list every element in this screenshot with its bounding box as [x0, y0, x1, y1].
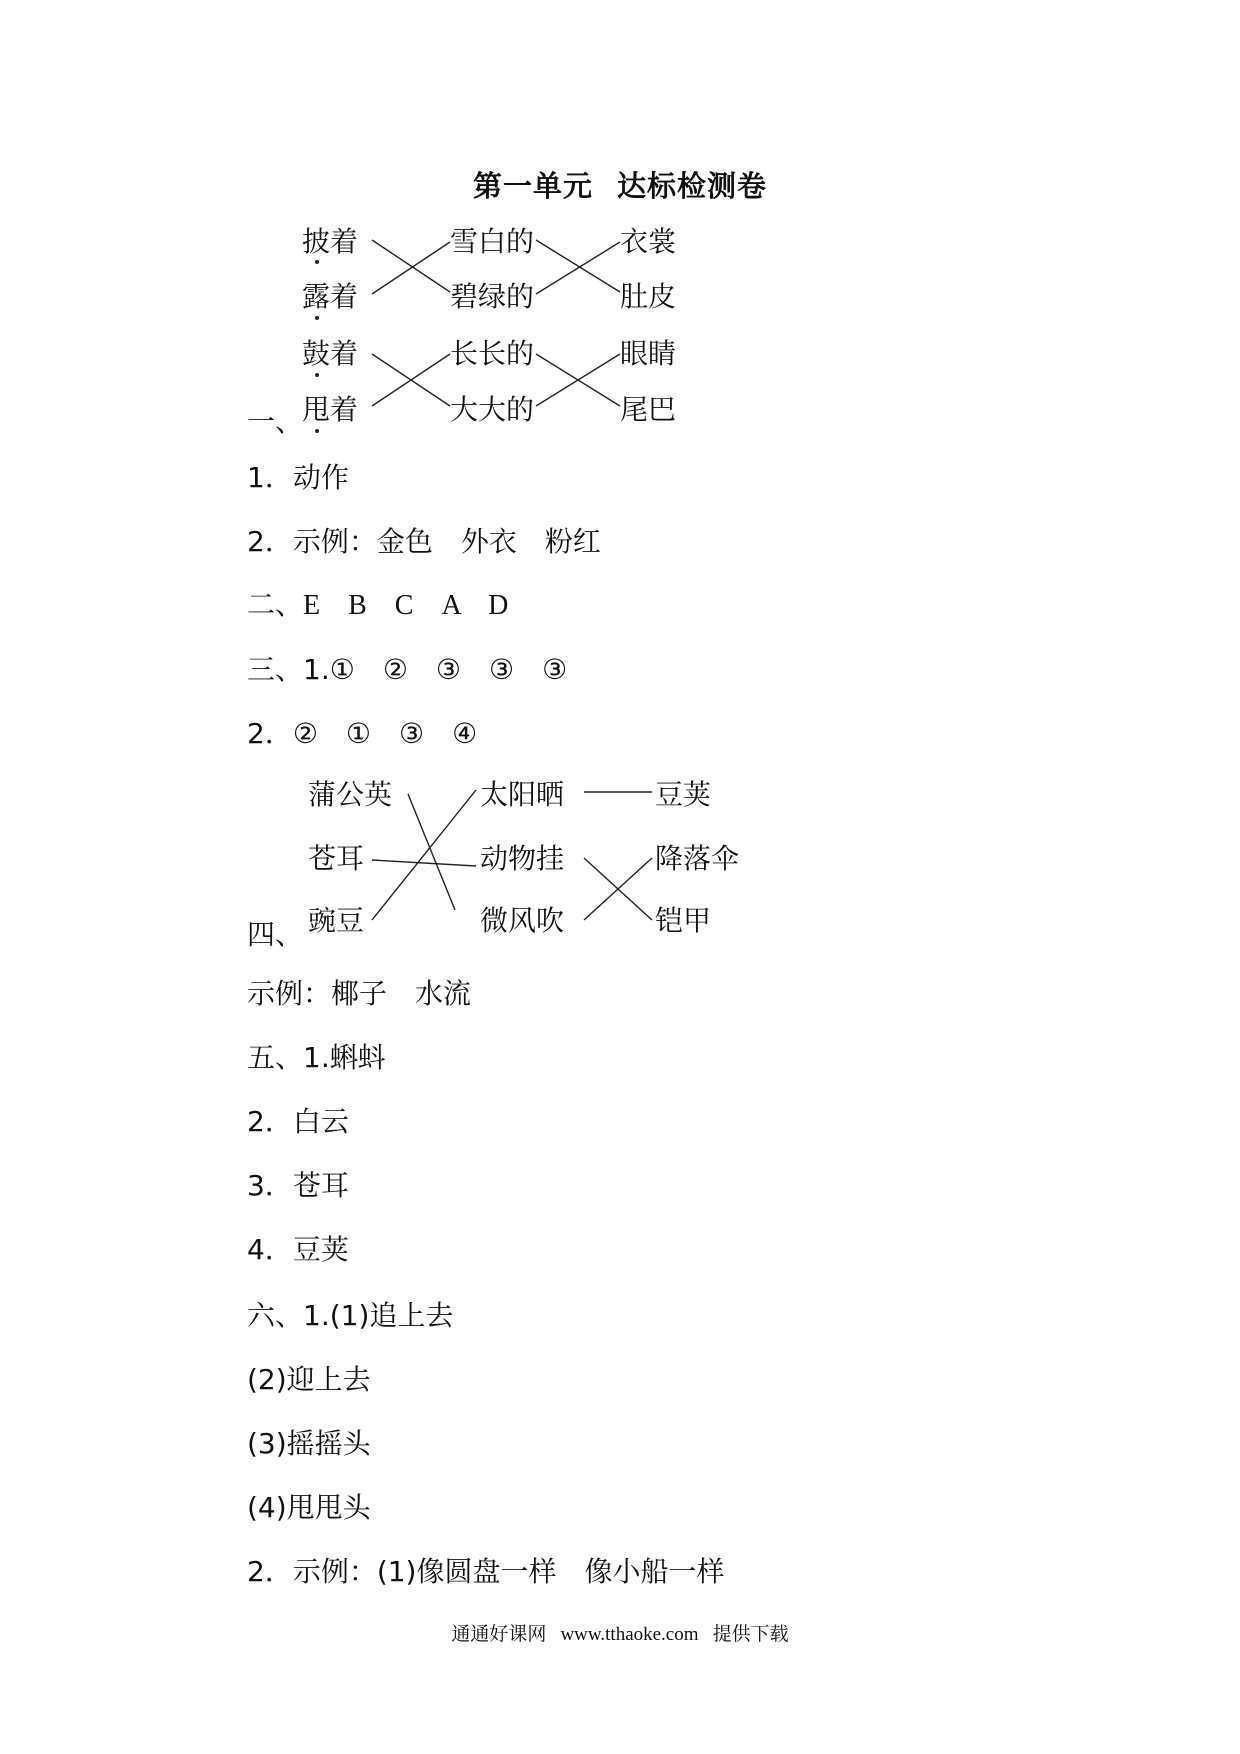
adj-4: 大大的 [450, 393, 535, 426]
answer-2: 二、E B C A D [247, 590, 509, 621]
noun-3: 眼睛 [620, 337, 677, 370]
answer-1-1: 1．动作 [247, 461, 349, 494]
noun-4: 尾巴 [620, 393, 677, 426]
method-3: 微风吹 [480, 904, 565, 937]
answer-6-1-4: (4)甩甩头 [247, 1491, 371, 1524]
adj-2: 碧绿的 [450, 280, 535, 313]
verb-3: 鼓着 [302, 337, 359, 370]
tool-1: 豆荚 [655, 778, 712, 811]
section-4-label: 四、 [247, 918, 304, 951]
answer-5-3: 3．苍耳 [247, 1169, 349, 1202]
plant-2: 苍耳 [308, 842, 365, 875]
answer-1-2: 2．示例：金色 外衣 粉红 [247, 525, 601, 558]
answer-6-1-2: (2)迎上去 [247, 1363, 371, 1396]
answer-6-1-1: 六、1.(1)追上去 [247, 1299, 454, 1332]
page-title [0, 164, 1240, 205]
footer-site: 通通好课网 [451, 1623, 547, 1645]
answer-6-2: 2．示例：(1)像圆盘一样 像小船一样 [247, 1555, 725, 1588]
footer-note: 提供下载 [712, 1623, 789, 1645]
answer-4-example: 示例：椰子 水流 [247, 977, 472, 1010]
tool-2: 降落伞 [655, 842, 740, 875]
answer-3-2: 2．② ① ③ ④ [247, 717, 478, 750]
tool-3: 铠甲 [655, 904, 712, 937]
matching-diagram-2 [300, 770, 760, 950]
title-unit: 第一单元 [472, 169, 593, 203]
noun-1: 衣裳 [620, 225, 677, 258]
noun-2: 肚皮 [620, 280, 677, 313]
adj-3: 长长的 [450, 337, 535, 370]
verb-4: 甩着 [302, 393, 359, 426]
adj-1: 雪白的 [450, 225, 535, 258]
section-1-label: 一、 [247, 405, 304, 438]
page-footer [0, 1619, 1240, 1646]
matching-diagram-1 [300, 220, 720, 435]
method-2: 动物挂 [480, 842, 565, 875]
answer-3-1: 三、1.① ② ③ ③ ③ [247, 653, 568, 686]
verb-2: 露着 [302, 280, 359, 313]
method-1: 太阳晒 [480, 778, 565, 811]
verb-1: 披着 [302, 225, 359, 258]
plant-1: 蒲公英 [308, 778, 393, 811]
title-test: 达标检测卷 [617, 169, 768, 203]
answer-5-4: 4．豆荚 [247, 1233, 349, 1266]
answer-6-1-3: (3)摇摇头 [247, 1427, 371, 1460]
footer-url[interactable]: www.tthaoke.com [560, 1624, 699, 1645]
plant-3: 豌豆 [308, 904, 365, 937]
answer-5-2: 2．白云 [247, 1105, 349, 1138]
answer-5-1: 五、1.蝌蚪 [247, 1041, 386, 1074]
